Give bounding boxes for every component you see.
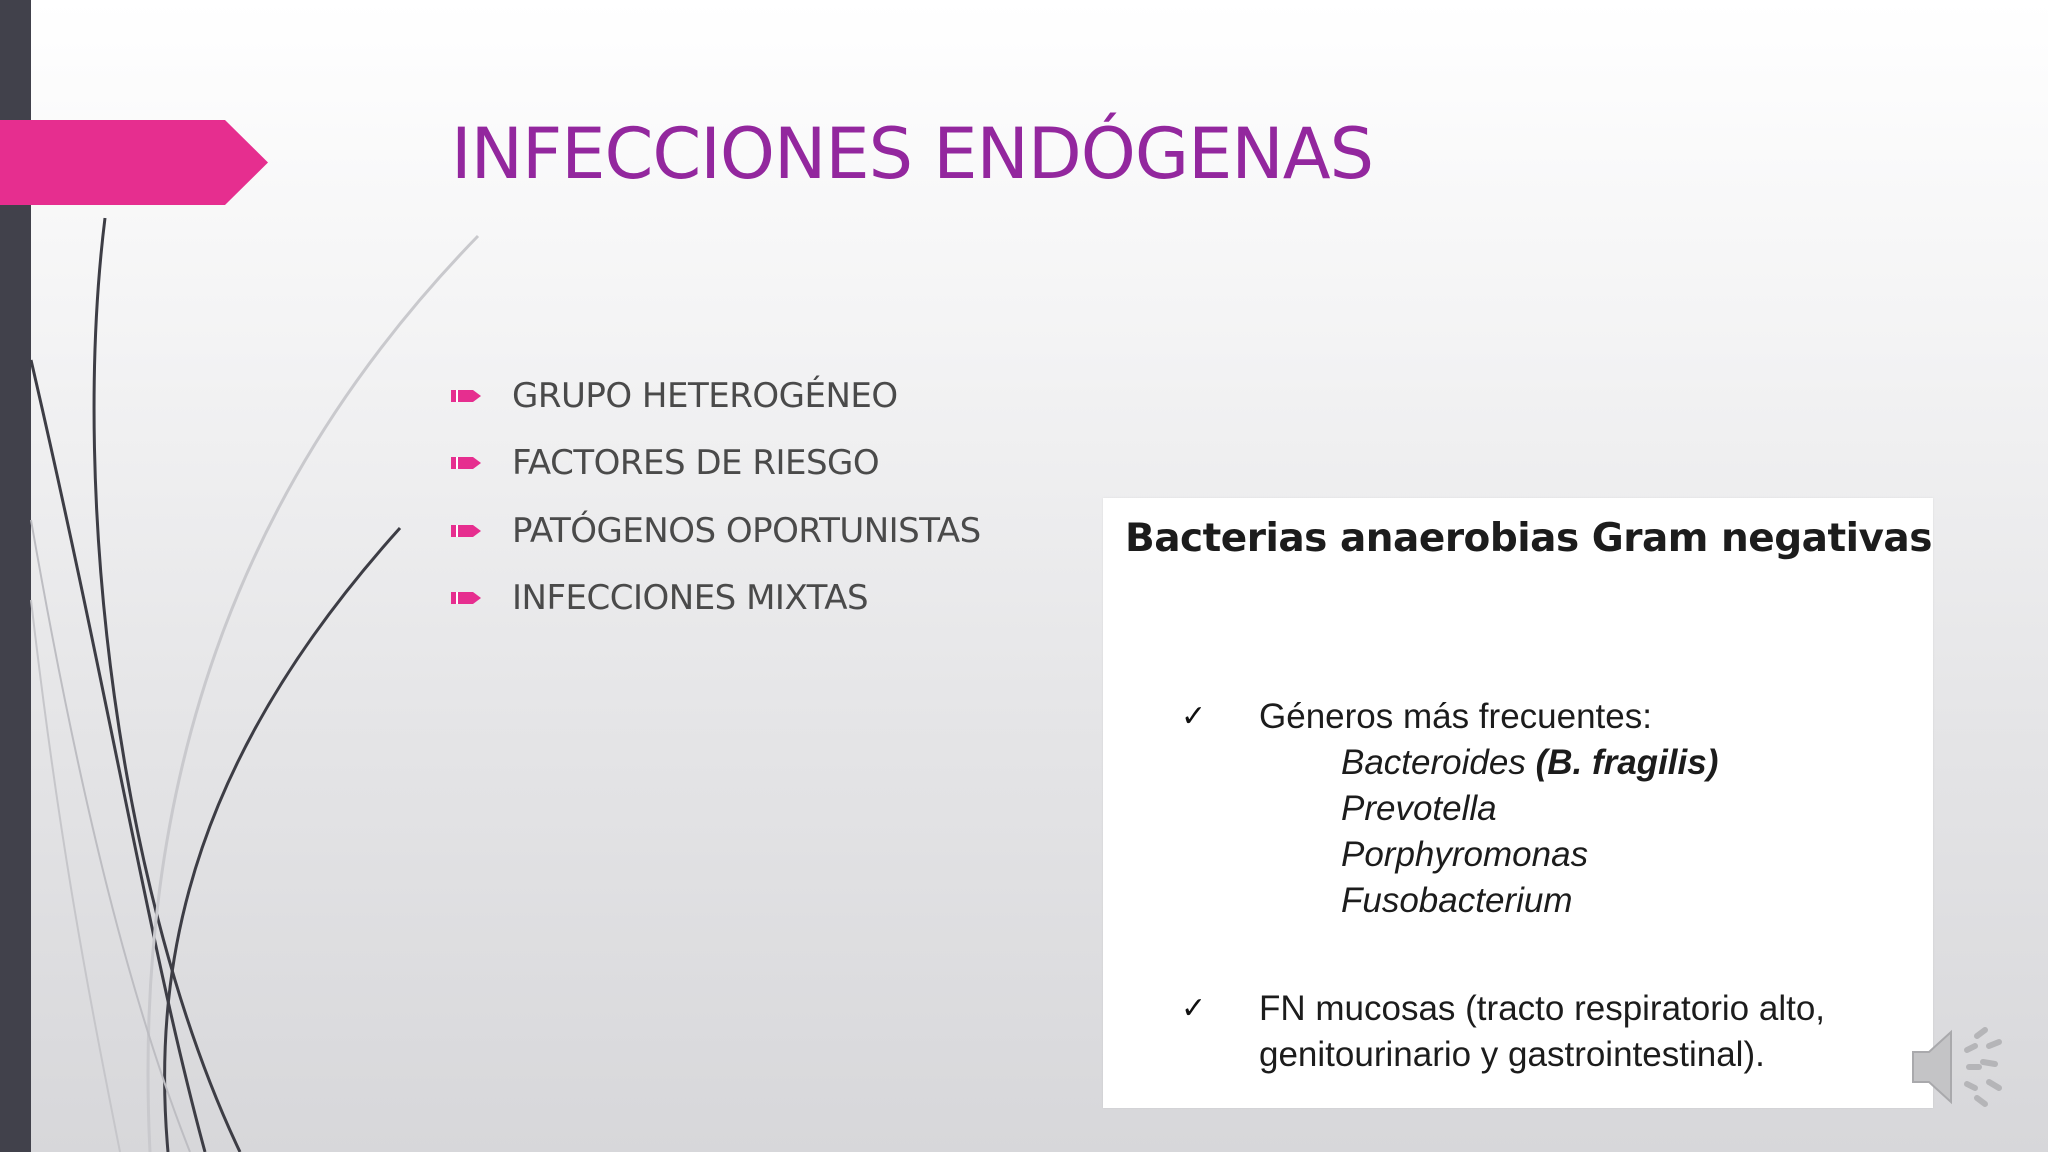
bullet-text: GRUPO HETEROGÉNEO	[512, 375, 898, 416]
pencil-bullet-icon	[451, 386, 483, 406]
check-item-genera	[1181, 694, 1718, 924]
genus-name: Bacteroides	[1341, 743, 1526, 782]
genus-name: Prevotella	[1341, 789, 1497, 828]
pencil-bullet-icon	[451, 521, 483, 541]
genus-item	[1341, 878, 1718, 924]
genus-name: Porphyromonas	[1341, 835, 1589, 874]
checkmark-icon: ✓	[1181, 699, 1207, 734]
genus-item	[1341, 786, 1718, 832]
speaker-icon[interactable]	[1905, 1012, 2015, 1122]
bullet-list	[451, 362, 981, 632]
genus-item	[1341, 740, 1718, 786]
pencil-bullet-icon	[451, 453, 483, 473]
bullet-item	[451, 497, 981, 565]
genera-label: Géneros más frecuentes:	[1259, 697, 1652, 736]
bullet-text: INFECCIONES MIXTAS	[512, 578, 869, 619]
bullet-text: FACTORES DE RIESGO	[512, 443, 880, 484]
bullet-item	[451, 362, 981, 430]
check-item-mucosas	[1181, 986, 1825, 1078]
genus-item	[1341, 832, 1718, 878]
pencil-bullet-icon	[451, 588, 483, 608]
bullet-text: PATÓGENOS OPORTUNISTAS	[512, 510, 981, 551]
genera-list	[1259, 740, 1718, 924]
pink-arrow-banner	[0, 120, 268, 205]
mucosas-line-2: genitourinario y gastrointestinal).	[1259, 1035, 1765, 1074]
checkmark-icon: ✓	[1181, 991, 1207, 1026]
mucosas-line-1: FN mucosas (tracto respiratorio alto,	[1259, 989, 1826, 1028]
bullet-item	[451, 565, 981, 633]
panel-title: Bacterias anaerobias Gram negativas	[1125, 516, 1932, 561]
genus-name: Fusobacterium	[1341, 881, 1573, 920]
bacteria-info-panel	[1103, 498, 1933, 1108]
slide-title: INFECCIONES ENDÓGENAS	[451, 113, 1374, 195]
genus-species: (B. fragilis)	[1535, 743, 1719, 782]
bullet-item	[451, 430, 981, 498]
